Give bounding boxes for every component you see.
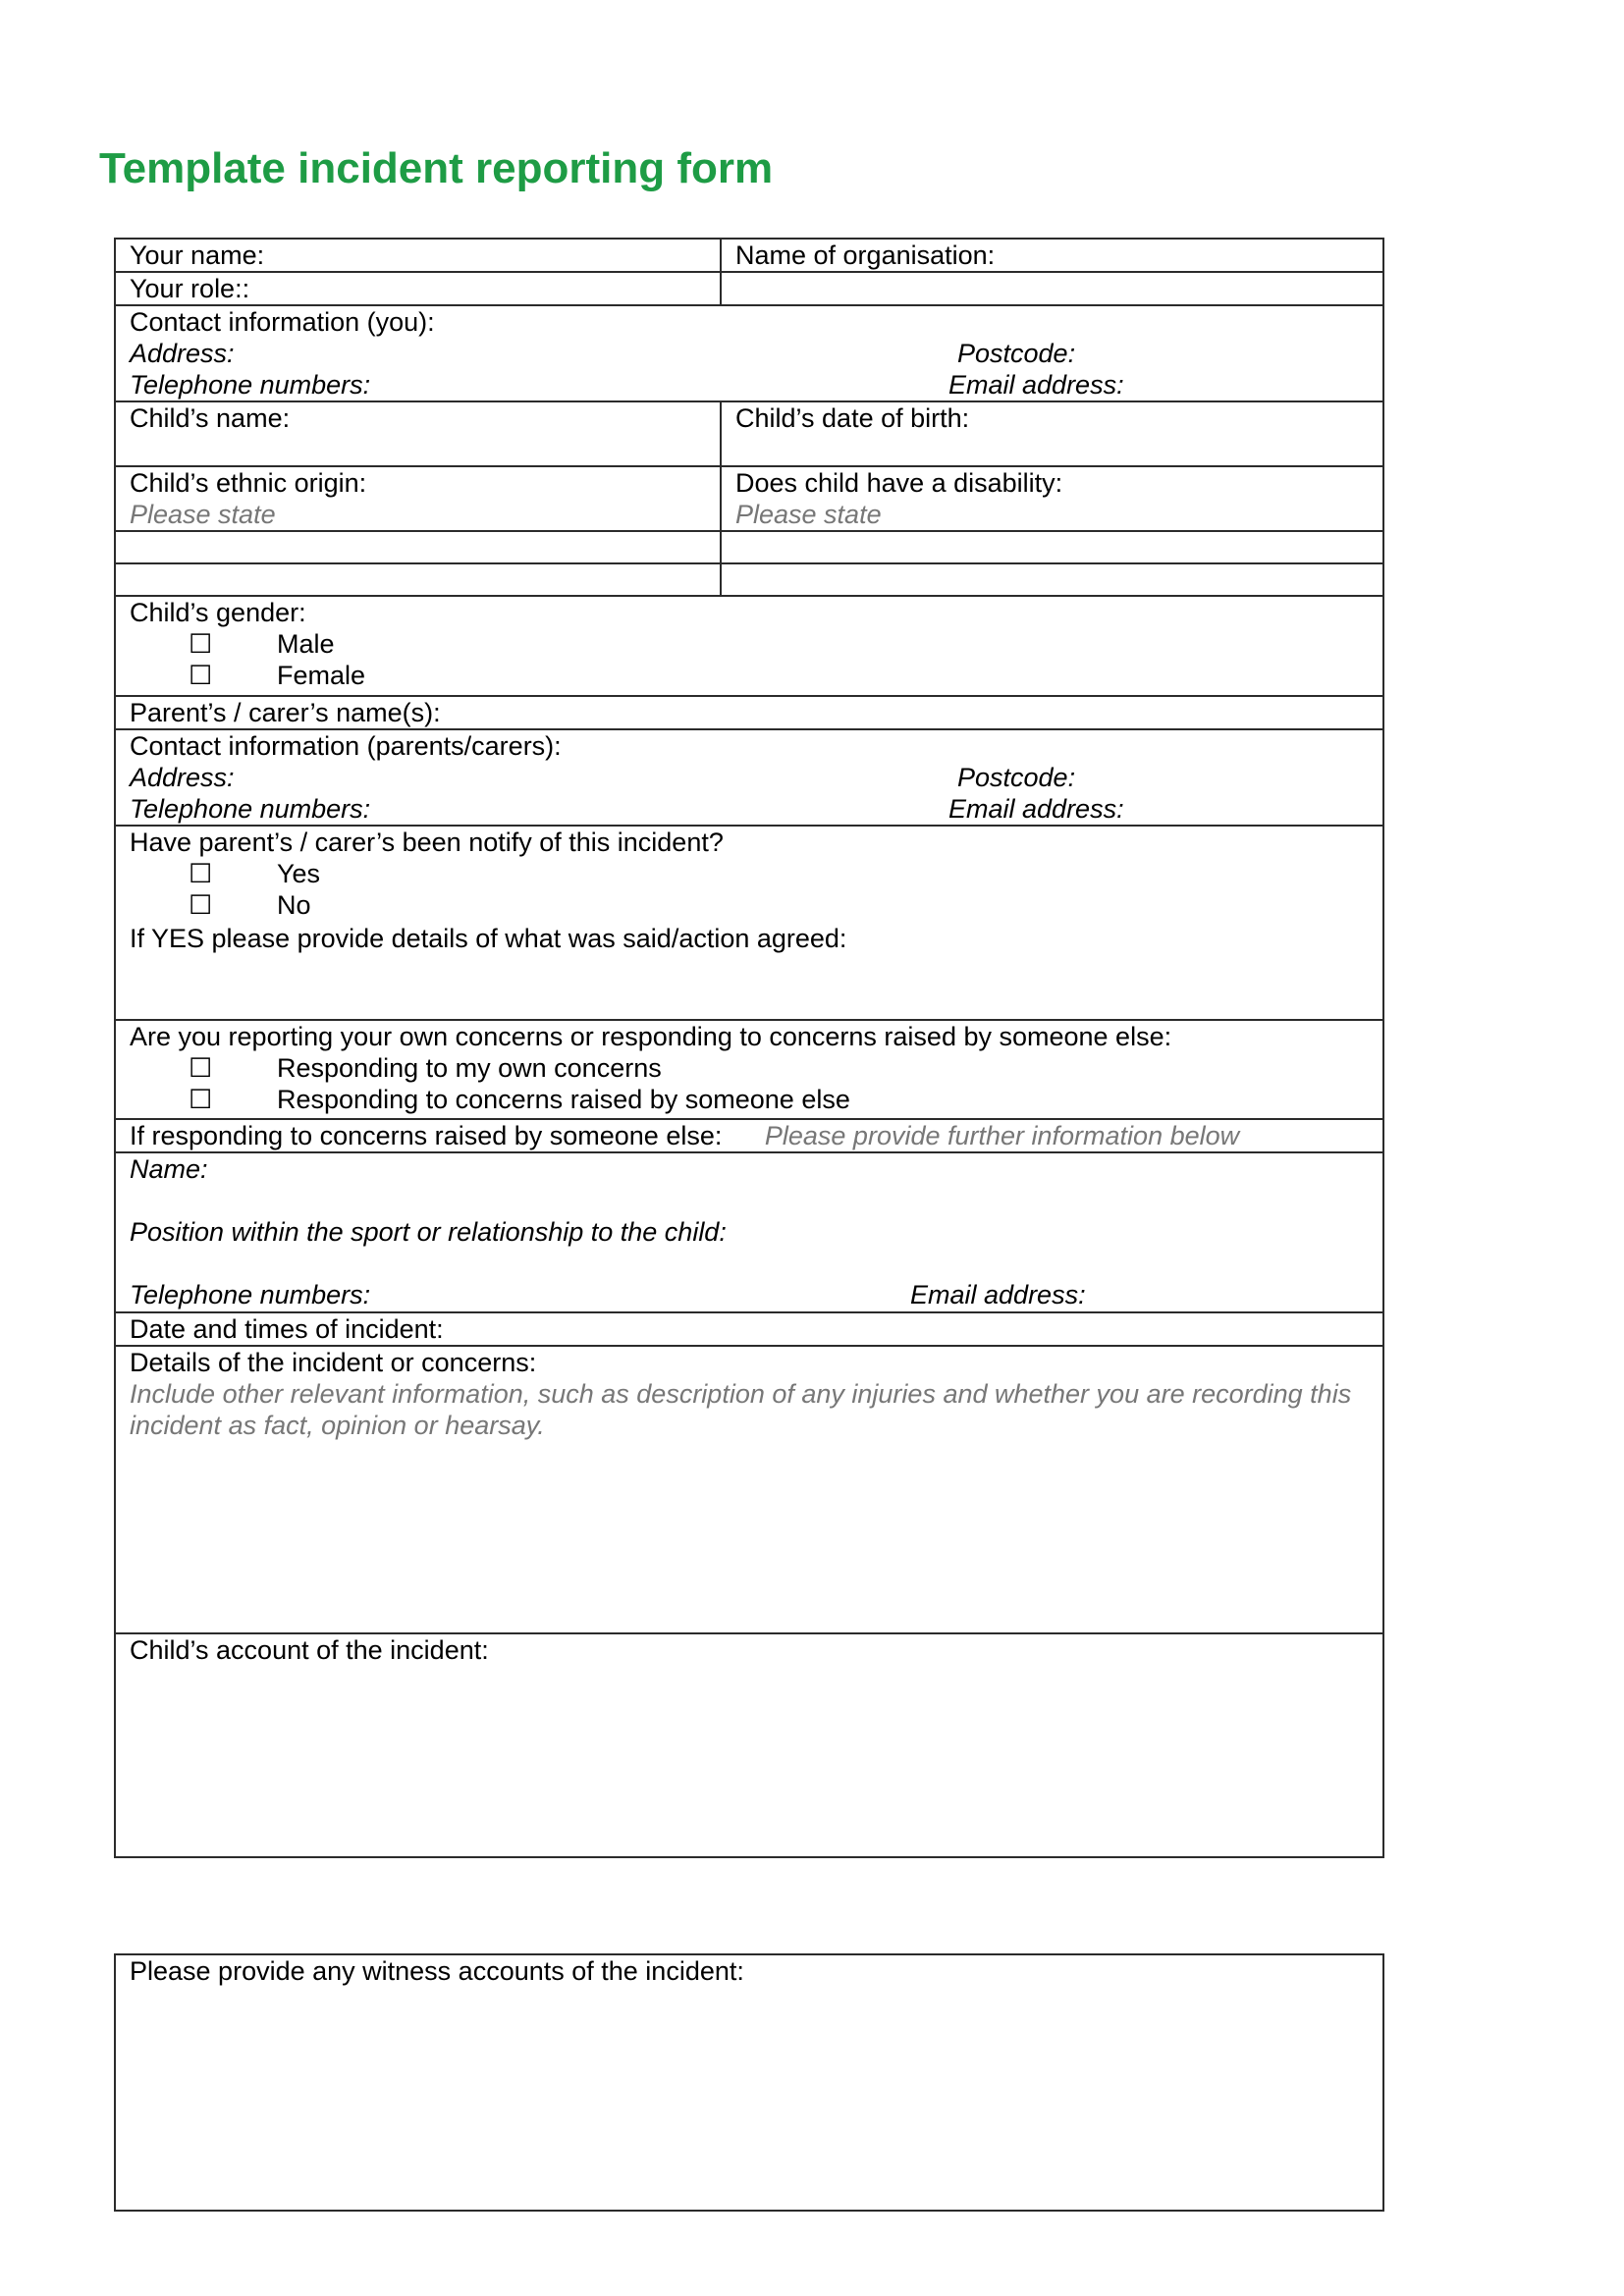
incident-details-field[interactable]: Details of the incident or concerns: Include other relevant information, such as description of any injuries and whether you are recording this incident as fact, opinion or hearsay. bbox=[115, 1346, 1383, 1633]
your-role-value[interactable] bbox=[721, 272, 1383, 305]
page-title: Template incident reporting form bbox=[99, 144, 774, 192]
parent-names-field[interactable]: Parent’s / carer’s name(s): bbox=[115, 696, 1383, 729]
blank-cell[interactable] bbox=[115, 563, 721, 596]
reporting-type-section: Are you reporting your own concerns or responding to concerns raised by someone else: ☐ Responding to my own concerns ☐ Responding to concerns raised by someone else bbox=[115, 1020, 1383, 1119]
others-concerns-checkbox[interactable]: ☐ bbox=[189, 1085, 213, 1114]
blank-cell[interactable] bbox=[115, 531, 721, 563]
witness-accounts-field[interactable]: Please provide any witness accounts of the incident: bbox=[115, 1954, 1383, 2211]
your-role-field[interactable]: Your role:: bbox=[115, 272, 721, 305]
parents-notified-section: Have parent’s / carer’s been notify of this incident? ☐ Yes ☐ No If YES please provide details of what was said/action agreed: bbox=[115, 826, 1383, 1020]
date-times-field[interactable]: Date and times of incident: bbox=[115, 1312, 1383, 1346]
your-name-field[interactable]: Your name: bbox=[115, 239, 721, 272]
contact-parents-section[interactable]: Contact information (parents/carers): Address: Postcode: Telephone numbers: Email address: bbox=[115, 729, 1383, 826]
own-concerns-checkbox[interactable]: ☐ bbox=[189, 1053, 213, 1083]
child-account-field[interactable]: Child’s account of the incident: bbox=[115, 1633, 1383, 1857]
male-checkbox[interactable]: ☐ bbox=[189, 629, 213, 659]
child-name-field[interactable]: Child’s name: bbox=[115, 401, 721, 466]
blank-cell[interactable] bbox=[721, 563, 1383, 596]
yes-checkbox[interactable]: ☐ bbox=[189, 859, 213, 888]
child-dob-field[interactable]: Child’s date of birth: bbox=[721, 401, 1383, 466]
blank-cell[interactable] bbox=[721, 531, 1383, 563]
incident-form-table bbox=[114, 238, 1384, 1858]
organisation-field[interactable]: Name of organisation: bbox=[721, 239, 1383, 272]
child-disability-field[interactable]: Does child have a disability: Please state bbox=[721, 466, 1383, 531]
witness-table bbox=[114, 1953, 1384, 2212]
other-reporter-section[interactable]: Name: Position within the sport or relationship to the child: Telephone numbers: Email address: bbox=[115, 1152, 1383, 1312]
child-ethnic-field[interactable]: Child’s ethnic origin: Please state bbox=[115, 466, 721, 531]
no-checkbox[interactable]: ☐ bbox=[189, 890, 213, 920]
if-responding-row: If responding to concerns raised by someone else: Please provide further information below bbox=[115, 1119, 1383, 1152]
contact-you-section[interactable]: Contact information (you): Address: Postcode: Telephone numbers: Email address: bbox=[115, 305, 1383, 401]
female-checkbox[interactable]: ☐ bbox=[189, 661, 213, 690]
child-gender-section: Child’s gender: ☐ Male ☐ Female bbox=[115, 596, 1383, 696]
